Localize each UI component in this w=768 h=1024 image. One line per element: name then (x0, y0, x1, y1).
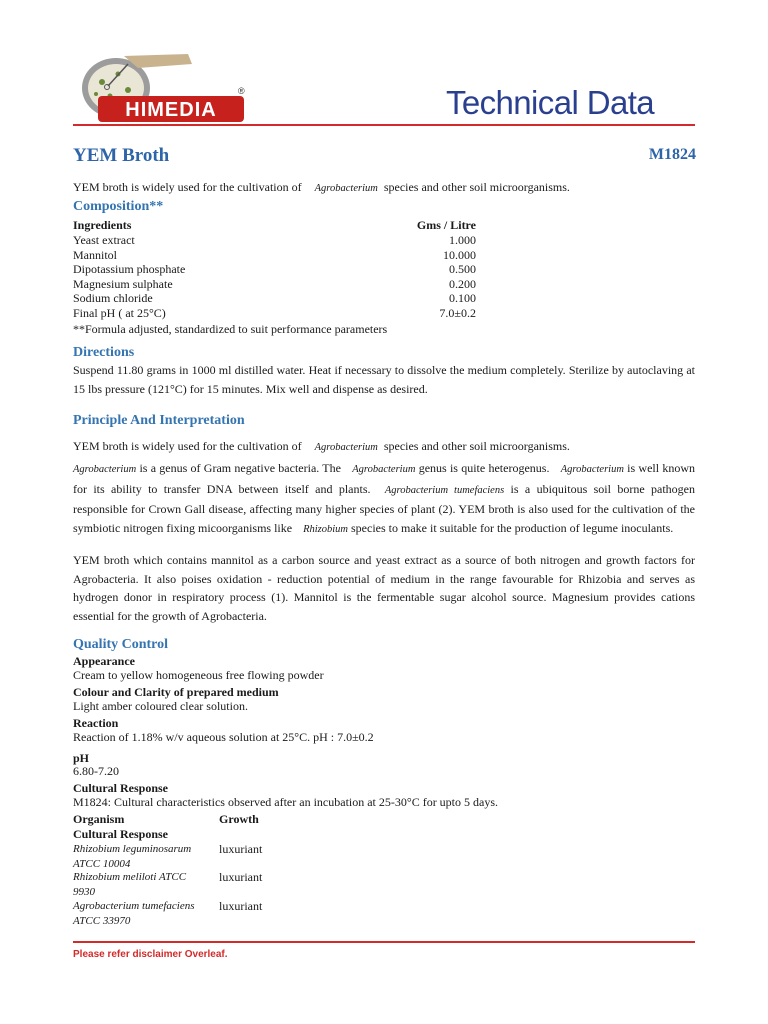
p2-species-e: Agrobacterium (560, 464, 624, 475)
registered-mark: ® (238, 86, 245, 96)
directions-heading: Directions (73, 345, 135, 360)
ph-heading: pH (73, 751, 90, 765)
intro-text (73, 178, 570, 198)
col-organism: Organism (73, 812, 125, 826)
composition-row (73, 306, 476, 321)
col-cultural-response: Cultural Response (73, 827, 169, 841)
composition-header-row (73, 218, 476, 233)
reaction-heading: Reaction (73, 716, 119, 730)
ingredient-name: Yeast extract (73, 233, 135, 247)
header-title: Technical Data (446, 84, 655, 121)
principle-heading: Principle And Interpretation (73, 413, 245, 428)
composition-heading: Composition** (73, 199, 164, 214)
ingredient-amount: 0.500 (449, 262, 476, 276)
organism-growth: luxuriant (219, 842, 263, 856)
product-name: YEM Broth (73, 145, 170, 166)
composition-footnote: **Formula adjusted, standardized to suit performance parameters (73, 322, 388, 336)
appearance-text: Cream to yellow homogeneous free flowing powder (73, 668, 324, 682)
ingredient-amount: 1.000 (449, 233, 476, 247)
col-growth: Growth (219, 812, 259, 826)
ingredient-amount: 0.200 (449, 276, 476, 291)
col-amount: Gms / Litre (416, 218, 476, 232)
principle-p2 (73, 459, 695, 539)
organism-growth: luxuriant (219, 870, 263, 884)
p2-species-a: Agrobacterium (73, 464, 137, 475)
ingredient-name: Dipotassium phosphate (73, 262, 186, 276)
composition-row (73, 291, 476, 306)
p1-pre: YEM broth is widely used for the cultivation of (73, 439, 302, 453)
p2-text-d: genus is quite heterogenus. (418, 461, 550, 475)
organism-name (73, 899, 218, 928)
cultural-heading: Cultural Response (73, 781, 169, 795)
organism-name (73, 870, 218, 899)
organism-line2: ATCC 10004 (73, 857, 131, 870)
p2-species-i: Rhizobium (303, 523, 349, 535)
footer-rule (73, 941, 695, 943)
colour-heading: Colour and Clarity of prepared medium (73, 685, 279, 699)
col-ingredient: Ingredients (73, 218, 132, 232)
principle-p1 (73, 437, 570, 457)
himedia-logo (68, 50, 258, 130)
reaction-text: Reaction of 1.18% w/v aqueous solution at 25°C. pH : 7.0±0.2 (73, 730, 374, 744)
quality-heading: Quality Control (73, 637, 169, 652)
ph-text: 6.80-7.20 (73, 764, 119, 778)
ingredient-amount: 0.100 (449, 291, 476, 305)
cultural-text: M1824: Cultural characteristics observed after an incubation at 25-30°C for upto 5 days. (73, 795, 499, 809)
p2-text-b: is a genus of Gram negative bacteria. The (139, 461, 341, 475)
brand-text: HIMEDIA (125, 99, 217, 121)
principle-p3: YEM broth which contains mannitol as a carbon source and yeast extract as a source of both nitrogen and growth factors for Agrobacteria. It also poises oxidation - reduction potential of medium in the range favourable for Rhizobia and serves as hydrogen donor in respiratory process (1). Mannitol is the fermentable sugar alcohol source. Magnesium provides cations essential for the growth of Agrobacteria. (73, 553, 695, 623)
disclaimer-link[interactable]: Please refer disclaimer Overleaf. (73, 949, 228, 960)
p2-text-f: is well known for its ability to transfer DNA between itself and plants. (73, 461, 696, 496)
p1-species: Agrobacterium (314, 442, 378, 453)
ingredient-name: Sodium chloride (73, 291, 153, 305)
composition-row (73, 248, 476, 263)
appearance-heading: Appearance (73, 654, 135, 668)
p2-text-h: is a ubiquitous soil borne pathogen responsible for Crown Gall disease, affecting many higher species of plant (2). YEM broth is also used for the cultivation of the symbiotic nitrogen fixing micoorganisms like (73, 481, 695, 535)
organism-line1: Agrobacterium tumefaciens (73, 900, 195, 912)
intro-post: species and other soil microorganisms. (383, 180, 570, 194)
ingredient-name: Mannitol (73, 247, 117, 262)
intro-pre: YEM broth is widely used for the cultivation of (73, 180, 302, 194)
p2-species-g: Agrobacterium tumefaciens (384, 484, 505, 496)
organism-name (73, 842, 218, 871)
header-rule (73, 124, 695, 126)
composition-row (73, 277, 476, 292)
intro-species: Agrobacterium (314, 183, 378, 194)
p1-post: species and other soil microorganisms. (383, 439, 570, 453)
organism-line2: 9930 (73, 885, 95, 898)
ingredient-name: Final pH ( at 25°C) (73, 305, 166, 320)
organism-line1: Rhizobium leguminosarum (73, 843, 192, 855)
ingredient-amount: 7.0±0.2 (439, 305, 476, 320)
p2-species-c: Agrobacterium (352, 464, 416, 475)
organism-line2: ATCC 33970 (73, 914, 131, 927)
product-code: M1824 (648, 146, 696, 163)
composition-row (73, 262, 476, 277)
ingredient-amount: 10.000 (443, 247, 476, 262)
p2-text-j: species to make it suitable for the production of legume inoculants. (351, 520, 674, 535)
organism-growth: luxuriant (219, 899, 263, 913)
ingredient-name: Magnesium sulphate (73, 276, 173, 291)
colour-text: Light amber coloured clear solution. (73, 699, 248, 713)
composition-row (73, 233, 476, 248)
directions-text: Suspend 11.80 grams in 1000 ml distilled water. Heat if necessary to dissolve the medium completely. Sterilize by autoclaving at 15 lbs pressure (121°C) for 15 minutes. Mix well and dispense as desired. (73, 363, 695, 396)
organism-line1: Rhizobium meliloti ATCC (73, 871, 187, 883)
